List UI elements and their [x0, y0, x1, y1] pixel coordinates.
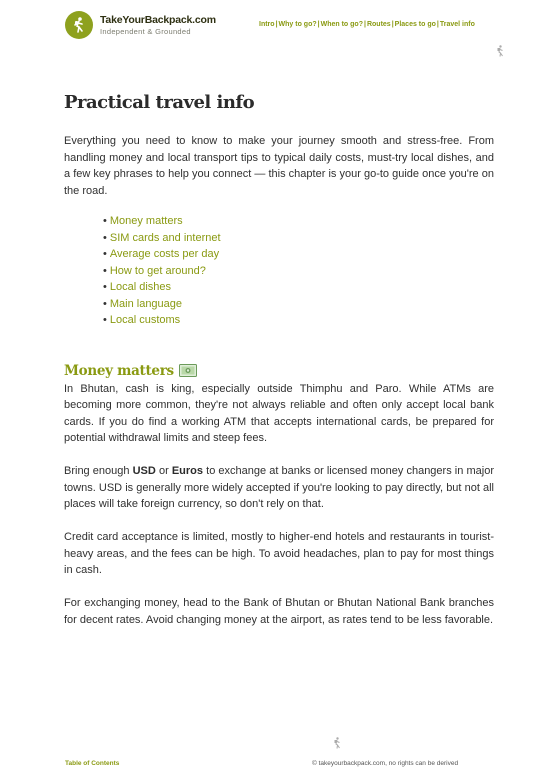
money-paragraph-3: Credit card acceptance is limited, mostly to higher-end hotels and restaurants in tourist-heavy areas, and the fees can be high. To avoid headaches, plan to pay for most things in cash.: [64, 531, 494, 576]
main-content: [64, 92, 494, 645]
toc-item: • SIM cards and internet: [103, 231, 221, 244]
nav-places-to-go[interactable]: Places to go: [394, 21, 436, 28]
section-heading: [64, 363, 494, 379]
page-title: Practical travel info: [64, 92, 255, 113]
money-paragraph-4: For exchanging money, head to the Bank of Bhutan or Bhutan National Bank branches for decent rates. Avoid changing money at the airport, as rates tend to be less favorable.: [64, 597, 494, 626]
intro-paragraph: Everything you need to know to make your journey smooth and stress-free. From handling money and local transport tips to typical daily costs, must-try local dishes, and a few key phrases to help you connect — this chapter is your go-to guide once you're on the road.: [64, 135, 494, 197]
toc-link-money-matters[interactable]: Money matters: [109, 215, 183, 227]
header: [0, 0, 550, 50]
toc-item: • Local dishes: [103, 281, 172, 293]
logo[interactable]: [65, 11, 216, 39]
toc-item: • Main language: [103, 297, 183, 310]
toc-link-main-language[interactable]: Main language: [109, 297, 183, 310]
money-paragraph-2: Bring enough USD or Euros to exchange at banks or licensed money changers in major towns. USD is generally more widely accepted if you're looking to pay directly, but not all places will take foreign currency, so don't rely on that.: [64, 465, 494, 510]
toc-item: • Money matters: [103, 215, 183, 227]
footer-copyright: © takeyourbackpack.com, no rights can be derived: [312, 760, 459, 767]
table-of-contents-link[interactable]: Table of Contents: [65, 760, 120, 767]
toc-link-get-around[interactable]: How to get around?: [109, 264, 206, 277]
toc-item: • How to get around?: [103, 264, 206, 277]
usd-label: USD: [132, 465, 156, 477]
nav-routes[interactable]: Routes: [366, 21, 391, 28]
brand-tagline: Independent & Grounded: [100, 26, 191, 36]
nav-why-to-go[interactable]: Why to go?: [278, 21, 317, 28]
toc-item: • Average costs per day: [103, 248, 220, 260]
toc-link-local-customs[interactable]: Local customs: [109, 314, 181, 326]
euros-label: Euros: [171, 465, 204, 477]
toc-item: • Local customs: [103, 314, 181, 326]
chapter-toc: [103, 213, 494, 329]
nav-intro[interactable]: Intro: [259, 21, 275, 28]
toc-link-average-costs[interactable]: Average costs per day: [109, 248, 220, 260]
toc-link-sim-cards[interactable]: SIM cards and internet: [109, 231, 221, 244]
nav-travel-info[interactable]: Travel info: [439, 21, 475, 28]
hiker-icon: [496, 45, 504, 57]
hiker-icon: [333, 737, 341, 749]
money-paragraph-1: In Bhutan, cash is king, especially outside Thimphu and Paro. While ATMs are becoming more common, they're not always reliable and often only accept local bank cards. If you do find a working ATM that accepts international cards, be prepared for potential withdrawal limits and steep fees.: [64, 382, 494, 444]
logo-hiker-icon: [65, 11, 93, 39]
money-icon: [179, 364, 197, 377]
brand-name: TakeYourBackpack.com: [100, 14, 216, 26]
toc-link-local-dishes[interactable]: Local dishes: [109, 281, 172, 293]
section-title: Money matters: [64, 362, 174, 379]
nav-when-to-go[interactable]: When to go?: [320, 21, 363, 28]
top-nav: Intro | Why to go? | When to go? | Routes | Places to go | Travel info: [259, 21, 475, 28]
